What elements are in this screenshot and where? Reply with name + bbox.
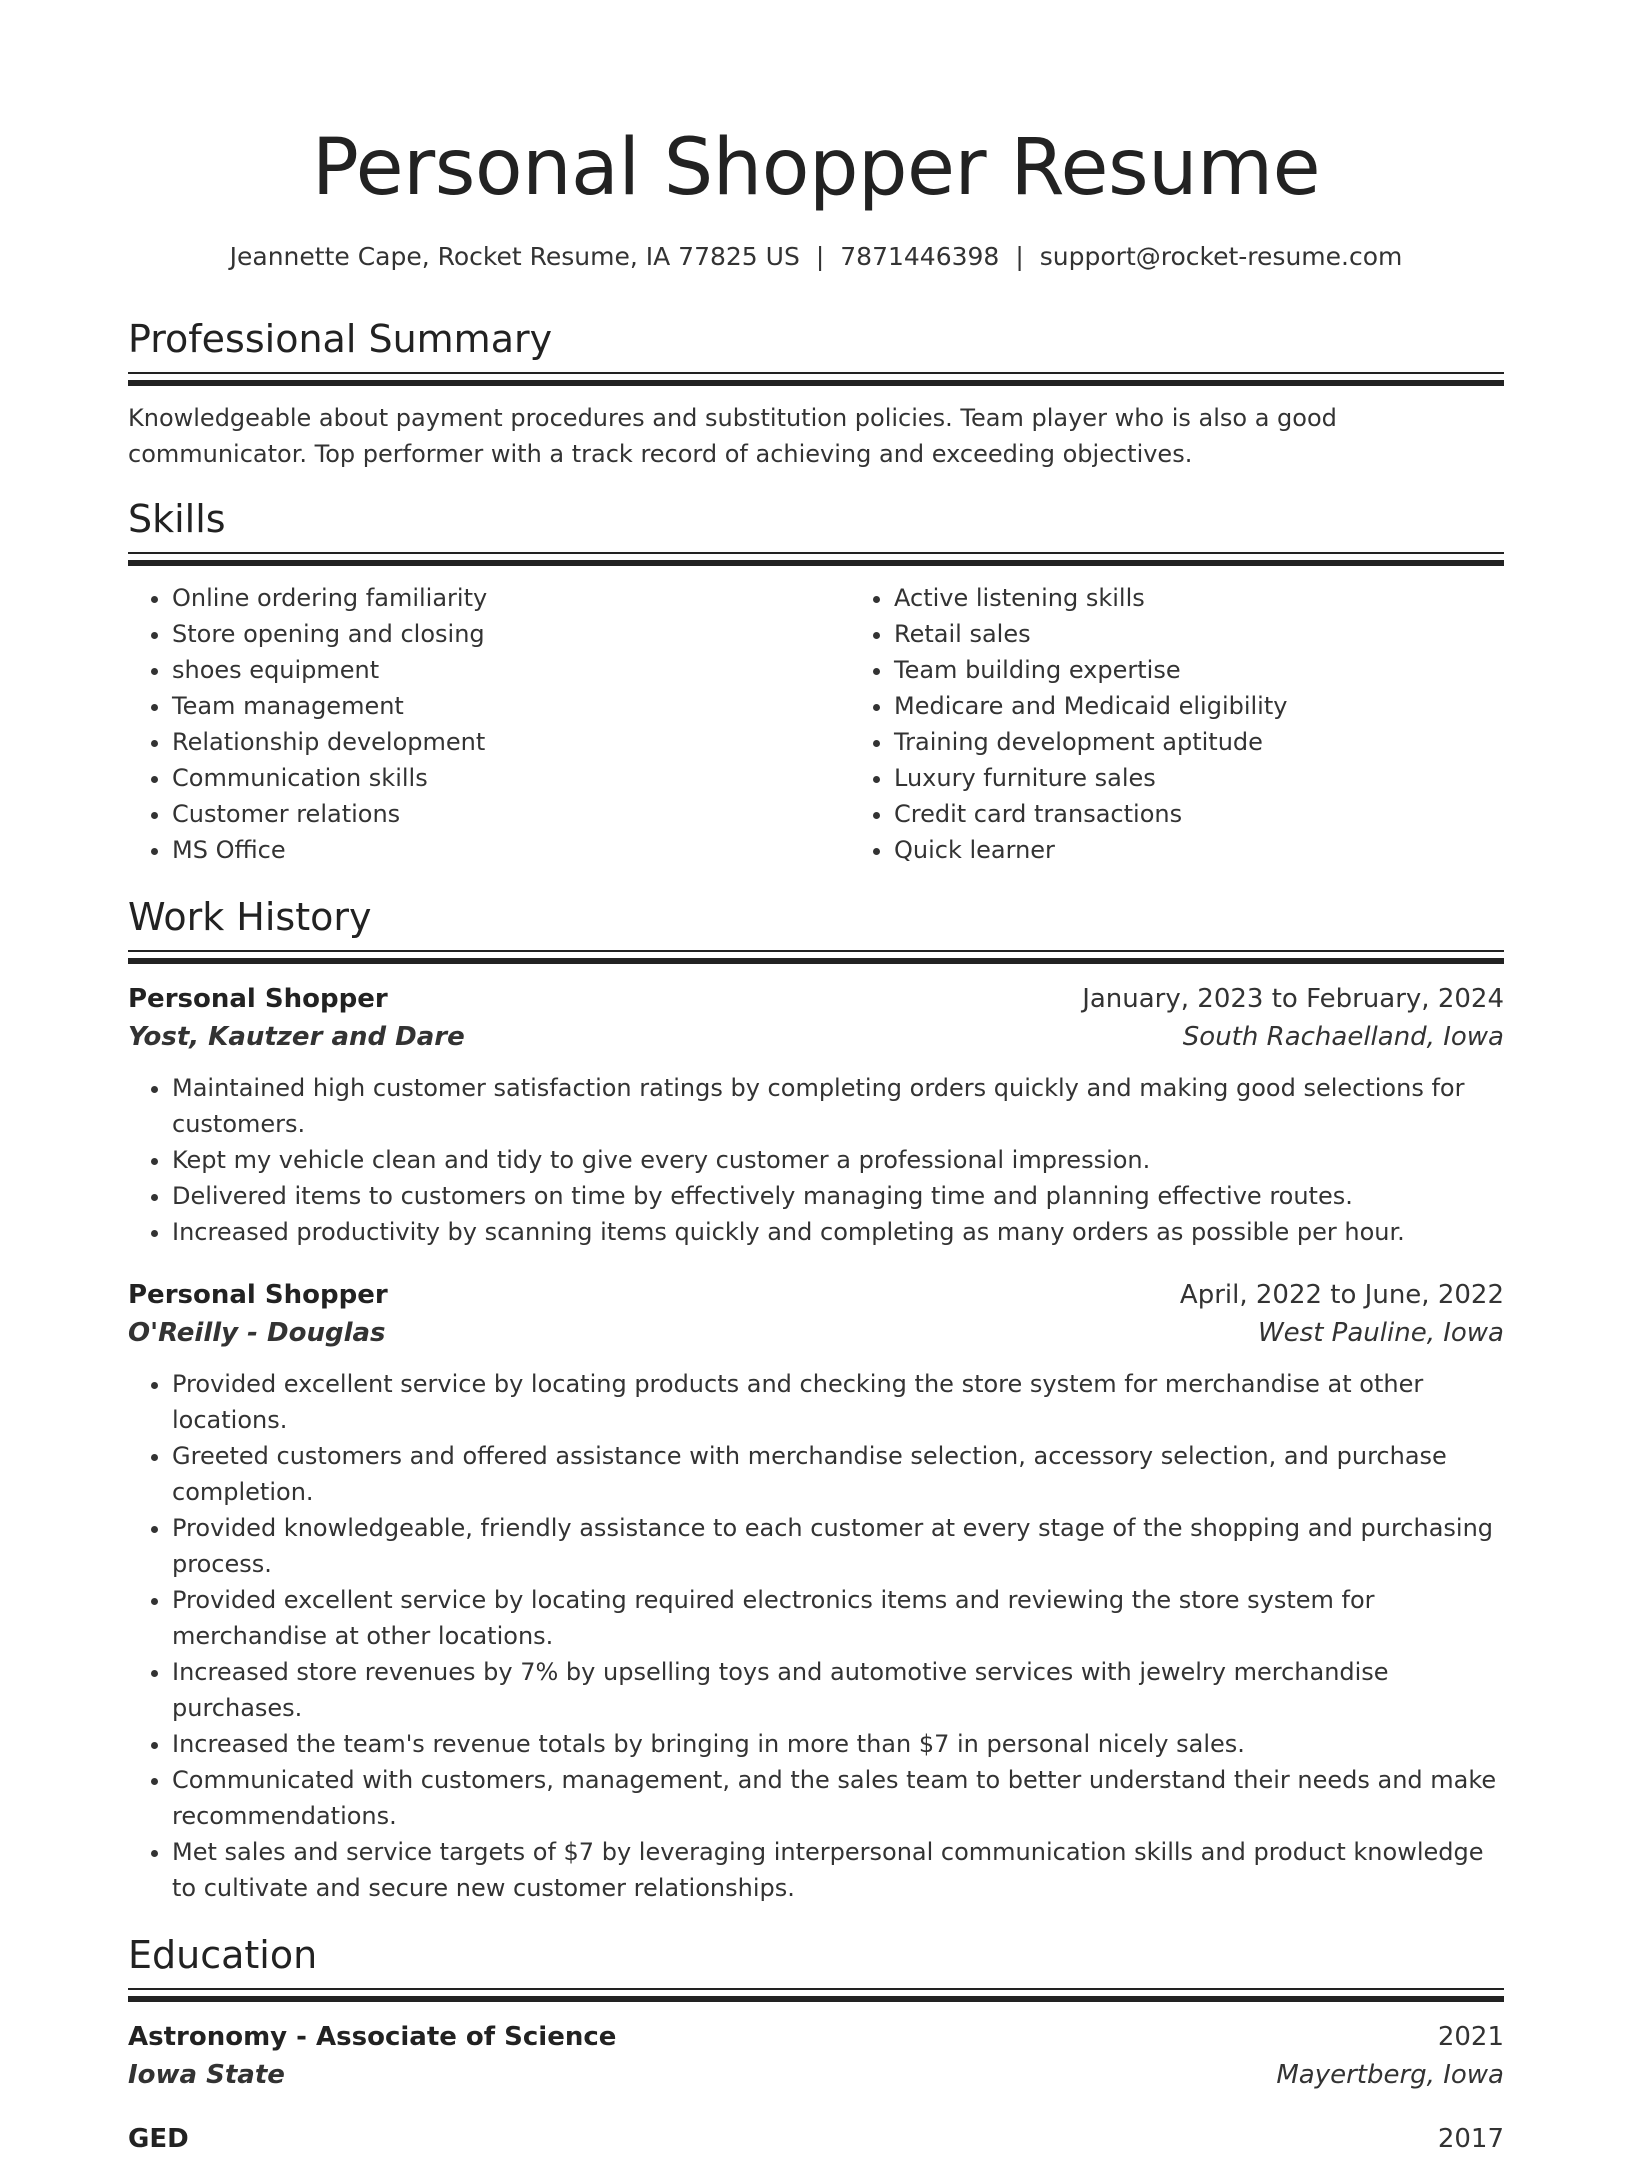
skill-item: • shoes equipment — [172, 652, 850, 688]
skill-item: • Medicare and Medicaid eligibility — [894, 688, 1572, 724]
job-header-row — [128, 980, 1504, 1018]
job-entry — [128, 1276, 1504, 1906]
summary-heading: Professional Summary — [128, 317, 553, 361]
job-subheader-row — [128, 1314, 1504, 1352]
contact-email[interactable]: support@rocket-resume.com — [1039, 242, 1403, 271]
contact-separator: | — [815, 242, 825, 271]
job-bullets — [128, 1366, 1504, 1906]
skill-item: • Communication skills — [172, 760, 850, 796]
job-location: South Rachaelland, Iowa — [1182, 1022, 1504, 1052]
job-location: West Pauline, Iowa — [1257, 1318, 1504, 1348]
skills-heading: Skills — [128, 497, 226, 541]
skill-item: • Training development aptitude — [894, 724, 1572, 760]
contact-phone: 7871446398 — [840, 242, 1000, 271]
skills-list-left — [128, 580, 850, 868]
contact-address: Jeannette Cape, Rocket Resume, IA 77825 US — [229, 242, 800, 271]
job-bullet: • Increased store revenues by 7% by upselling toys and automotive services with jewelry merchandise purchases. — [172, 1654, 1504, 1726]
skill-item: • MS Office — [172, 832, 850, 868]
resume-title: Personal Shopper Resume — [311, 123, 1321, 213]
job-company: Yost, Kautzer and Dare — [128, 1022, 465, 1052]
skill-item: • Customer relations — [172, 796, 850, 832]
education-year: 2017 — [1437, 2124, 1504, 2154]
skill-item: • Team building expertise — [894, 652, 1572, 688]
job-bullets — [128, 1070, 1504, 1250]
skill-item: • Retail sales — [894, 616, 1572, 652]
job-bullet: • Provided excellent service by locating required electronics items and reviewing the store system for merchandise at other locations. — [172, 1582, 1504, 1654]
job-bullet: • Kept my vehicle clean and tidy to give every customer a professional impression. — [172, 1142, 1504, 1178]
education-header-row — [128, 2018, 1504, 2056]
job-bullet: • Communicated with customers, management, and the sales team to better understand their needs and make recommendations. — [172, 1762, 1504, 1834]
summary-section — [128, 316, 1504, 472]
job-title: Personal Shopper — [128, 1280, 388, 1310]
education-section — [128, 1932, 1504, 2158]
education-header-row — [128, 2120, 1504, 2158]
skill-item: • Credit card transactions — [894, 796, 1572, 832]
education-school: Iowa State — [128, 2060, 285, 2090]
work-history-section — [128, 894, 1504, 1906]
skill-item: • Team management — [172, 688, 850, 724]
job-bullet: • Increased productivity by scanning items quickly and completing as many orders as possible per hour. — [172, 1214, 1504, 1250]
job-title: Personal Shopper — [128, 984, 388, 1014]
summary-text: Knowledgeable about payment procedures and substitution policies. Team player who is also a good communicator. Top performer with a track record of achieving and exceeding objectives. — [128, 404, 1337, 468]
skill-item: • Quick learner — [894, 832, 1572, 868]
job-subheader-row — [128, 1018, 1504, 1056]
job-bullet: • Met sales and service targets of $7 by leveraging interpersonal communication skills and product knowledge to cultivate and secure new customer relationships. — [172, 1834, 1504, 1906]
job-bullet: • Increased the team's revenue totals by bringing in more than $7 in personal nicely sales. — [172, 1726, 1504, 1762]
skills-section — [128, 496, 1504, 868]
education-subheader-row — [128, 2056, 1504, 2094]
education-location: Mayertberg, Iowa — [1276, 2060, 1504, 2090]
education-entry — [128, 2018, 1504, 2094]
job-bullet: • Delivered items to customers on time by effectively managing time and planning effective routes. — [172, 1178, 1504, 1214]
education-degree: GED — [128, 2124, 189, 2154]
contact-line — [128, 240, 1504, 274]
skill-item: • Store opening and closing — [172, 616, 850, 652]
skills-list-right — [850, 580, 1572, 868]
job-dates: January, 2023 to February, 2024 — [1082, 984, 1504, 1014]
skill-item: • Luxury furniture sales — [894, 760, 1572, 796]
job-bullet: • Provided knowledgeable, friendly assistance to each customer at every stage of the shopping and purchasing process. — [172, 1510, 1504, 1582]
education-heading: Education — [128, 1933, 318, 1977]
job-dates: April, 2022 to June, 2022 — [1179, 1280, 1504, 1310]
skill-item: • Active listening skills — [894, 580, 1572, 616]
job-bullet: • Provided excellent service by locating products and checking the store system for merchandise at other locations. — [172, 1366, 1504, 1438]
job-bullet: • Greeted customers and offered assistance with merchandise selection, accessory selection, and purchase completion. — [172, 1438, 1504, 1510]
skills-columns — [128, 580, 1504, 868]
job-header-row — [128, 1276, 1504, 1314]
section-divider — [128, 1988, 1504, 2002]
skill-item: • Online ordering familiarity — [172, 580, 850, 616]
section-divider — [128, 950, 1504, 964]
job-company: O'Reilly - Douglas — [128, 1318, 386, 1348]
section-divider — [128, 372, 1504, 386]
education-entry — [128, 2120, 1504, 2158]
skill-item: • Relationship development — [172, 724, 850, 760]
resume-page — [128, 0, 1504, 2158]
contact-separator: | — [1015, 242, 1024, 271]
education-degree: Astronomy - Associate of Science — [128, 2022, 617, 2052]
work-history-heading: Work History — [128, 895, 372, 939]
section-divider — [128, 552, 1504, 566]
job-bullet: • Maintained high customer satisfaction ratings by completing orders quickly and making good selections for customers. — [172, 1070, 1504, 1142]
job-entry — [128, 980, 1504, 1250]
education-year: 2021 — [1437, 2022, 1504, 2052]
